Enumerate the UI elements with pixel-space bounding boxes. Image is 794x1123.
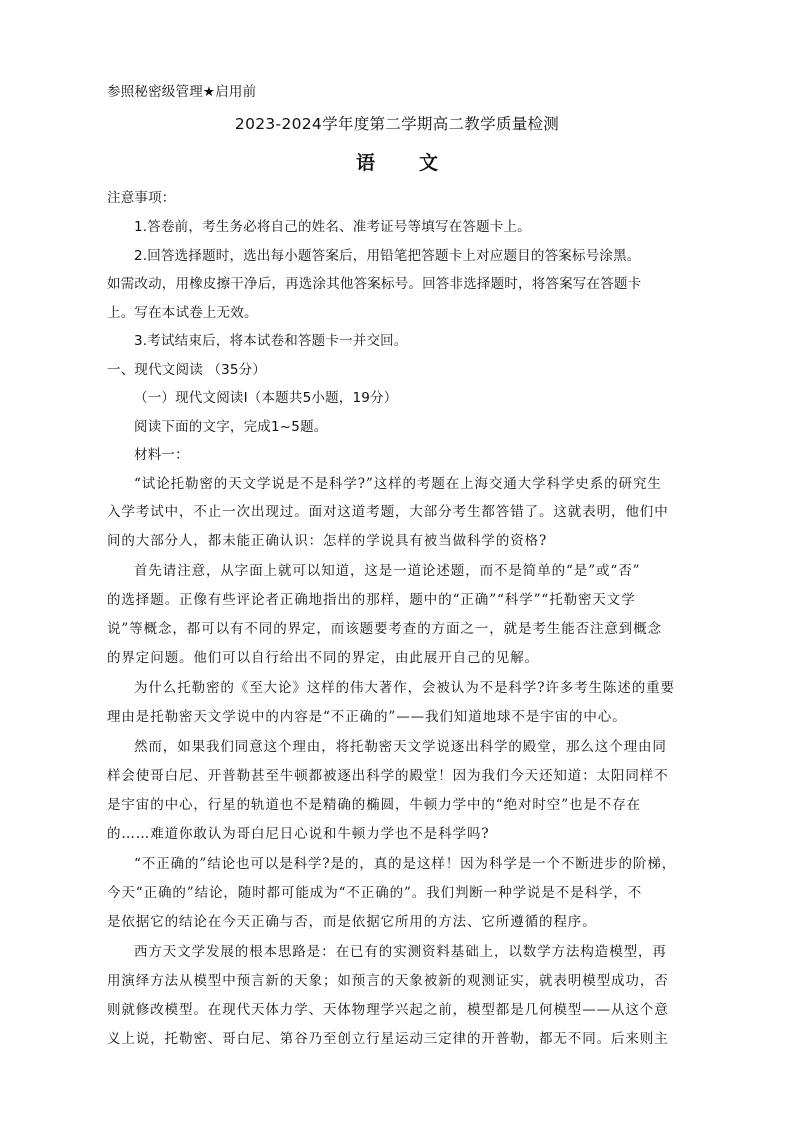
passage-line: 今天“正确的”结论，随时都可能成为“不正确的”。我们判断一种学说是不是科学，不 — [107, 885, 643, 901]
passage-line: 理由是托勒密天文学说中的内容是“不正确的”——我们知道地球不是宇宙的中心。 — [107, 709, 627, 725]
passage-line: 用演绎方法从模型中预言新的天象；如预言的天象被新的观测证实，就表明模型成功，否 — [107, 973, 669, 989]
notice-item-2-line-2: 如需改动，用橡皮擦干净后，再选涂其他答案标号。回答非选择题时，将答案写在答题卡 — [107, 276, 642, 292]
passage-line: 为什么托勒密的《至大论》这样的伟大著作，会被认为不是科学?许多考生陈述的重要 — [134, 680, 675, 696]
notice-item-1: 1.答卷前，考生务必将自己的姓名、准考证号等填写在答题卡上。 — [134, 219, 531, 235]
section-heading: 一、现代文阅读 （35分） — [107, 362, 267, 378]
passage-line: 的界定问题。他们可以自行给出不同的界定，由此展开自己的见解。 — [107, 650, 539, 666]
passage-line: 的选择题。正像有些评论者正确地指出的那样，题中的“正确”“科学”“托勒密天文学 — [107, 592, 636, 608]
notice-item-3: 3.考试结束后，将本试卷和答题卡一并交回。 — [134, 333, 408, 349]
passage-line: 的……难道你敢认为哥白尼日心说和牛顿力学也不是科学吗? — [107, 826, 490, 842]
passage-line: 西方天文学发展的根本思路是：在已有的实测资料基础上，以数学方法构造模型，再 — [134, 944, 667, 960]
section-sub-heading: （一）现代文阅读Ⅰ（本题共5小题，19分） — [134, 390, 398, 406]
subject-char-2: 文 — [419, 152, 439, 174]
section-instruction: 阅读下面的文字，完成1~5题。 — [134, 419, 328, 435]
notice-heading: 注意事项： — [107, 190, 176, 206]
passage-line: 则就修改模型。在现代天体力学、天体物理学兴起之前，模型都是几何模型——从这个意 — [107, 1002, 669, 1018]
subject-title — [0, 148, 794, 175]
passage-line: 间的大部分人，都未能正确认识：怎样的学说具有被当做科学的资格? — [107, 533, 548, 549]
passage-line: 是宇宙的中心，行星的轨道也不是精确的椭圆，牛顿力学中的“绝对时空”也是不存在 — [107, 797, 642, 813]
passage-line: “不正确的”结论也可以是科学?是的，真的是这样！因为科学是一个不断进步的阶梯， — [134, 856, 677, 872]
passage-line: 样会使哥白尼、开普勒甚至牛顿都被逐出科学的殿堂！因为我们今天还知道：太阳同样不 — [107, 768, 669, 784]
notice-item-2-line-3: 上。写在本试卷上无效。 — [107, 305, 258, 321]
passage-line: 然而，如果我们同意这个理由，将托勒密天文学说逐出科学的殿堂，那么这个理由同 — [134, 739, 667, 755]
exam-title: 2023-2024学年度第二学期高二教学质量检测 — [234, 115, 560, 133]
passage-line: 入学考试中，不止一次出现过。面对这道考题，大部分考生都答错了。这就表明，他们中 — [107, 504, 669, 520]
passage-line: 是依据它的结论在今天正确与否，而是依据它所用的方法、它所遵循的程序。 — [107, 914, 597, 930]
notice-item-2-line-1: 2.回答选择题时，选出每小题答案后，用铅笔把答题卡上对应题目的答案标号涂黑。 — [134, 248, 641, 264]
passage-line: “试论托勒密的天文学说是不是科学?”这样的考题在上海交通大学科学史系的研究生 — [134, 476, 662, 492]
passage-line: 说”等概念，都可以有不同的界定，而该题要考查的方面之一，就是考生能否注意到概念 — [107, 621, 663, 637]
passage-line: 义上说，托勒密、哥白尼、第谷乃至创立行星运动三定律的开普勒，都无不同。后来则主 — [107, 1031, 669, 1047]
material-label: 材料一： — [134, 447, 189, 463]
passage-line: 首先请注意，从字面上就可以知道，这是一道论述题，而不是简单的“是”或“否” — [134, 563, 641, 579]
secrecy-label: 参照秘密级管理★启用前 — [107, 84, 257, 100]
subject-char-1: 语 — [355, 152, 375, 174]
